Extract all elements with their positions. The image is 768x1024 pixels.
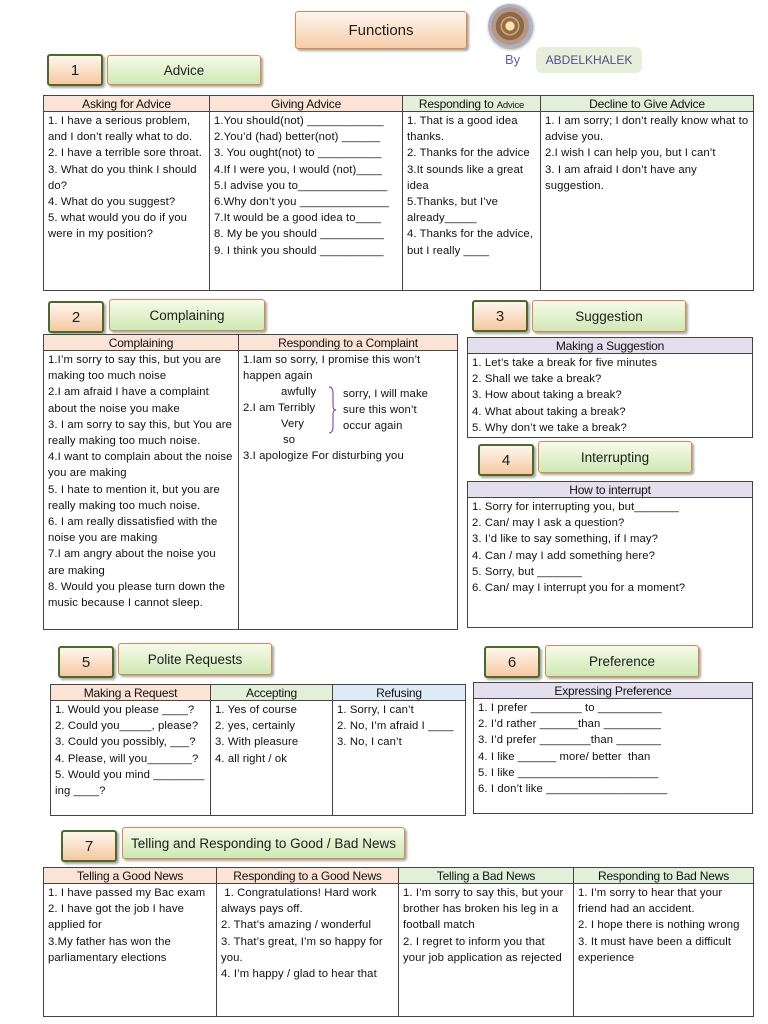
- list-item: 6. I am really dissatisfied with the noise you are making: [48, 516, 221, 545]
- list-item: 1. I’m sorry to say this, but your brother has broken his leg in a football match: [403, 887, 567, 932]
- list-item: 4. What about taking a break?: [472, 405, 626, 418]
- emblem-logo: [488, 4, 532, 48]
- list-item: 2. Can/ may I ask a question?: [472, 517, 625, 530]
- list-item: 3. What do you think I should do?: [48, 163, 200, 192]
- list-item: 3. How about taking a break?: [472, 389, 622, 402]
- refusing-cell: [333, 701, 466, 816]
- section-number-4: 4: [478, 444, 534, 476]
- section-title-polite-requests: Polite Requests: [118, 643, 272, 675]
- list-item: 3. You ought(not) to __________: [214, 147, 382, 160]
- responding-bad-news-cell: [574, 884, 754, 1017]
- list-item: 1. I have passed my Bac exam: [48, 887, 206, 899]
- list-item: 5. what would you do if you were in my position?: [48, 212, 191, 241]
- list-item: 2. Could you_____, please?: [55, 720, 199, 733]
- interrupting-cell: [468, 498, 753, 628]
- header-expressing-preference: Expressing Preference: [474, 683, 753, 699]
- section-title-preference: Preference: [545, 645, 699, 677]
- telling-good-news-cell: [44, 884, 217, 1017]
- list-item: 3. With pleasure: [215, 736, 299, 749]
- news-table: [43, 867, 754, 1017]
- curly-brace-icon: [327, 386, 337, 434]
- by-label: By: [505, 52, 521, 67]
- list-item: 4.I want to complain about the noise you are making: [48, 451, 236, 480]
- list-item: 1. I’m sorry to hear that your friend had an accident.: [578, 887, 726, 916]
- list-item: 4. Please, will you_______?: [55, 752, 199, 765]
- word-terribly: 2.I am Terribly: [243, 402, 316, 415]
- list-item: 4. I like ______ more/ better than: [478, 750, 651, 763]
- list-item: 2.I wish I can help you, but I can’t: [545, 147, 716, 160]
- list-item: 2. I have got the job I have applied for: [48, 903, 188, 932]
- list-item: 2. I regret to inform you that your job application as rejected: [403, 935, 562, 964]
- header-complaining: Complaining: [44, 335, 239, 351]
- list-item: 6.Why don’t you ______________: [214, 196, 390, 209]
- list-item: 1. That is a good idea thanks.: [407, 115, 521, 144]
- preference-table: [473, 682, 753, 814]
- list-item: 3. I am sorry to say this, but You are really making too much noise.: [48, 418, 236, 448]
- section-number-2: 2: [48, 301, 104, 333]
- list-item: 2.I am afraid I have a complaint about the noise you make: [48, 386, 213, 415]
- list-item: 5.Thanks, but I’ve already_____: [407, 196, 502, 225]
- making-request-cell: [51, 701, 211, 816]
- list-item: 4. Can / may I add something here?: [472, 549, 655, 562]
- list-item: 6. I don’t like ___________________: [478, 783, 668, 796]
- header-responding-bad-news: Responding to Bad News: [574, 868, 754, 884]
- suggestions-cell: [468, 354, 753, 438]
- list-item: 4. Thanks for the advice, but I really ____: [407, 228, 537, 257]
- header-telling-good-news: Telling a Good News: [44, 868, 217, 884]
- header-responding-part2: Advice: [496, 99, 525, 111]
- header-accepting: Accepting: [211, 685, 333, 701]
- section-number-5: 5: [58, 646, 114, 678]
- list-item: 2. Thanks for the advice: [407, 147, 530, 160]
- section-title-advice: Advice: [107, 55, 261, 85]
- complaint-responses-cell: [239, 351, 458, 630]
- word-very: Very: [281, 418, 305, 431]
- list-item: 1. I am sorry; I don’t really know what to advise you.: [545, 115, 752, 144]
- list-item: 9. I think you should __________: [214, 244, 384, 257]
- list-item: 1. Would you please ____?: [55, 704, 195, 716]
- header-making-suggestion: Making a Suggestion: [468, 338, 753, 354]
- header-how-to-interrupt: How to interrupt: [468, 482, 753, 498]
- list-item: 6. Can/ may I interrupt you for a moment?: [472, 582, 686, 595]
- list-item: 3.I apologize For disturbing you: [243, 450, 404, 463]
- list-item: 1. Let’s take a break for five minutes: [472, 357, 658, 369]
- list-item: 1. Congratulations! Hard work always pays off.: [221, 887, 380, 916]
- list-item: 3.My father has won the parliamentary elections: [48, 935, 175, 964]
- section-number-1: 1: [47, 54, 103, 86]
- list-item: 1. I prefer ________ to __________: [478, 702, 662, 714]
- list-item: 3. That’s great, I’m so happy for you.: [221, 935, 386, 964]
- advice-table: [43, 95, 754, 291]
- author-name: ABDELKHALEK: [536, 47, 642, 73]
- header-responding-good-news: Responding to a Good News: [217, 868, 399, 884]
- list-item: 1.You should(not) ____________: [214, 115, 384, 127]
- list-item: 5. I like ______________________: [478, 766, 659, 779]
- list-item: 1.Iam so sorry, I promise this won’t happen again: [243, 354, 424, 383]
- list-item: 2. No, I’m afraid I ____: [337, 720, 454, 733]
- header-making-request: Making a Request: [51, 685, 211, 701]
- header-refusing: Refusing: [333, 685, 466, 701]
- polite-requests-table: [50, 684, 466, 816]
- decline-advice-cell: [541, 112, 754, 291]
- giving-advice-cell: [210, 112, 403, 291]
- section-number-7: 7: [61, 830, 117, 862]
- list-item: 3. It must have been a difficult experience: [578, 935, 735, 964]
- preference-cell: [474, 699, 753, 814]
- list-item: 3. I’d like to say something, if I may?: [472, 533, 658, 546]
- list-item: 2. I’d rather ______than _________: [478, 718, 662, 731]
- list-item: 4.If I were you, I would (not)____: [214, 163, 382, 176]
- list-item: 5. Would you mind ________ ing ____?: [55, 768, 208, 798]
- list-item: 3. I am afraid I don’t have any suggestion.: [545, 163, 701, 192]
- complaining-table: [43, 334, 458, 630]
- list-item: 8. My be you should __________: [214, 228, 385, 241]
- list-item: 5.I advise you to______________: [214, 179, 388, 192]
- responding-advice-cell: [403, 112, 541, 291]
- header-telling-bad-news: Telling a Bad News: [399, 868, 574, 884]
- list-item: 2.You’d (had) better(not) ______: [214, 131, 381, 144]
- asking-advice-cell: [44, 112, 210, 291]
- list-item: 7.I am angry about the noise you are making: [48, 548, 219, 577]
- list-item: 8. Would you please turn down the music because I cannot sleep.: [48, 580, 229, 610]
- response-2-line-3: occur again: [343, 420, 403, 433]
- header-responding-part1: Responding to: [418, 96, 494, 111]
- accepting-cell: [211, 701, 333, 816]
- page-title: Functions: [295, 11, 467, 49]
- list-item: 3. Could you possibly, ___?: [55, 736, 196, 749]
- word-awfully: awfully: [281, 386, 317, 399]
- suggestion-table: [467, 337, 753, 438]
- header-giving-advice: Giving Advice: [210, 96, 403, 112]
- list-item: 1.I’m sorry to say this, but you are making too much noise: [48, 354, 225, 383]
- section-title-complaining: Complaining: [109, 299, 265, 331]
- list-item: 7.It would be a good idea to____: [214, 212, 382, 225]
- list-item: 5. Sorry, but _______: [472, 565, 582, 578]
- list-item: 2. I hope there is nothing wrong: [578, 919, 740, 932]
- section-number-6: 6: [484, 646, 540, 678]
- list-item: 4. I’m happy / glad to hear that: [221, 968, 377, 981]
- header-responding-complaint: Responding to a Complaint: [239, 335, 458, 351]
- list-item: 1. I have a serious problem, and I don’t really what to do.: [48, 115, 194, 144]
- word-so: so: [283, 434, 296, 447]
- interrupting-table: [467, 481, 753, 628]
- list-item: 2. Shall we take a break?: [472, 373, 602, 386]
- list-item: 5. I hate to mention it, but you are really making too much noise.: [48, 483, 224, 512]
- list-item: 4. What do you suggest?: [48, 196, 176, 209]
- header-responding-to-advice: [403, 96, 541, 112]
- telling-bad-news-cell: [399, 884, 574, 1017]
- response-2-block: [243, 384, 453, 448]
- list-item: 3. I’d prefer ________than _______: [478, 734, 662, 747]
- list-item: 2. I have a terrible sore throat.: [48, 147, 203, 160]
- list-item: 5. Why don’t we take a break?: [472, 421, 627, 434]
- complaints-cell: [44, 351, 239, 630]
- list-item: 3. No, I can’t: [337, 736, 402, 749]
- list-item: 1. Sorry for interrupting you, but_______: [472, 501, 679, 513]
- list-item: 2. yes, certainly: [215, 720, 296, 733]
- section-title-interrupting: Interrupting: [538, 441, 692, 473]
- list-item: 4. all right / ok: [215, 752, 288, 765]
- section-title-news: Telling and Responding to Good / Bad News: [122, 827, 405, 859]
- list-item: 1. Yes of course: [215, 704, 297, 716]
- responding-good-news-cell: [217, 884, 399, 1017]
- list-item: 3.It sounds like a great idea: [407, 163, 527, 192]
- list-item: 2. That’s amazing / wonderful: [221, 919, 372, 932]
- header-asking-for-advice: Asking for Advice: [44, 96, 210, 112]
- response-2-line-1: sorry, I will make: [343, 388, 429, 401]
- header-decline-advice: Decline to Give Advice: [541, 96, 754, 112]
- list-item: 1. Sorry, I can’t: [337, 704, 414, 716]
- section-title-suggestion: Suggestion: [532, 300, 686, 332]
- response-2-line-2: sure this won’t: [343, 404, 417, 417]
- section-number-3: 3: [472, 300, 528, 332]
